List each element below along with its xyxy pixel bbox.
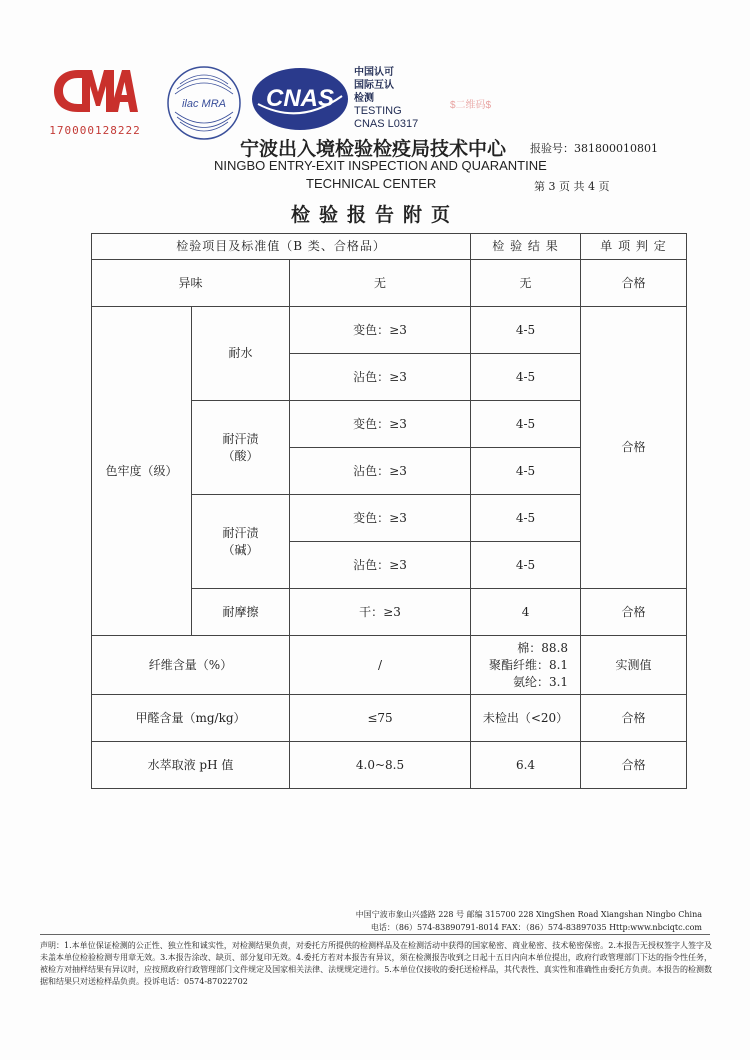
qr-placeholder-mark: $二维码$ [450, 100, 492, 111]
svg-text:CNAS: CNAS [265, 85, 335, 112]
header-verdict: 单 项 判 定 [581, 234, 687, 260]
page-info: 第 3 页 共 4 页 [534, 180, 610, 193]
cma-logo [48, 62, 140, 120]
header-result: 检 验 结 果 [471, 234, 581, 260]
document-title: 检验报告附页 [290, 204, 459, 226]
cnas-logo [250, 66, 350, 132]
organization-name-cn: 宁波出入境检验检疫局技术中心 [240, 138, 507, 160]
table-row: 异味 无 无 合格 [92, 260, 687, 307]
svg-text:ilac MRA: ilac MRA [181, 98, 227, 110]
table-header-row [92, 234, 687, 260]
report-number: 报验号：381800010801 [530, 142, 658, 155]
footer-address: 中国宁波市象山兴盛路 228 号 邮编 315700 228 XingShen Road Xiangshan Ningbo China [355, 910, 702, 919]
header-item-standard: 检验项目及标准值（B 类、合格品） [92, 234, 471, 260]
footer-divider [40, 934, 710, 935]
table-row: 沾色：≥3 4-5 [92, 542, 687, 589]
fiber-results: 棉：88.8 聚酯纤维：8.1 氨纶：3.1 [471, 636, 581, 695]
table-row: 沾色：≥3 4-5 [92, 354, 687, 401]
organization-name-en-line1: NINGBO ENTRY-EXIT INSPECTION AND QUARANTINE [214, 158, 547, 173]
footer-contact: 电话：（86）574-83890791-8014 FAX：（86）574-83897035 Http:www.nbciqtc.com [370, 923, 702, 932]
table-row: 水萃取液 pH 值 4.0~8.5 6.4 合格 [92, 742, 687, 789]
table-row: 耐汗渍 （碱） 变色：≥3 4-5 [92, 495, 687, 542]
table-row: 沾色：≥3 4-5 [92, 448, 687, 495]
results-table [91, 233, 687, 789]
cma-number: 170000128222 [49, 124, 141, 137]
table-row: 耐摩擦 干：≥3 4 合格 [92, 589, 687, 636]
cnas-accreditation-text: 中国认可 国际互认 检测 TESTING CNAS L0317 [354, 67, 419, 130]
table-row: 纤维含量（%） / 棉：88.8 聚酯纤维：8.1 氨纶：3.1 实测值 [92, 636, 687, 695]
ilac-mra-logo [165, 64, 243, 142]
organization-name-en-line2: TECHNICAL CENTER [306, 176, 437, 191]
footer-disclaimer: 声明：1.本单位保证检测的公正性、独立性和诚实性，对检测结果负责，对委托方所提供的检测样品及在检测活动中获得的国家秘密、商业秘密、技术秘密保密。2.本报告无授权签字人签字及未盖本单位检验检测专用章无效。3.本报告涂改、缺页、部分复印无效。4.委托方若对本报告有异议，须在检测报告收到之日起十五日内向本单位提出，政府行政管理部门下达的指令性任务，被检方对抽样结果有异议时，应按照政府行政管理部门文件规定及国家相关法律、法规规定进行。5.本单位仅接收的委托送检样品，其代表性、真实性和准确性由委托方负责。本报告的检测数据和结果只对送检样品负责。投诉电话：0574-87022702 [40, 941, 712, 986]
table-row: 甲醛含量（mg/kg） ≤75 未检出（<20） 合格 [92, 695, 687, 742]
table-row: 耐汗渍 （酸） 变色：≥3 4-5 [92, 401, 687, 448]
colorfastness-group-verdict: 合格 [581, 307, 687, 589]
colorfastness-category: 色牢度（级） [92, 307, 192, 636]
table-row: 色牢度（级） 耐水 变色：≥3 4-5 合格 [92, 307, 687, 354]
